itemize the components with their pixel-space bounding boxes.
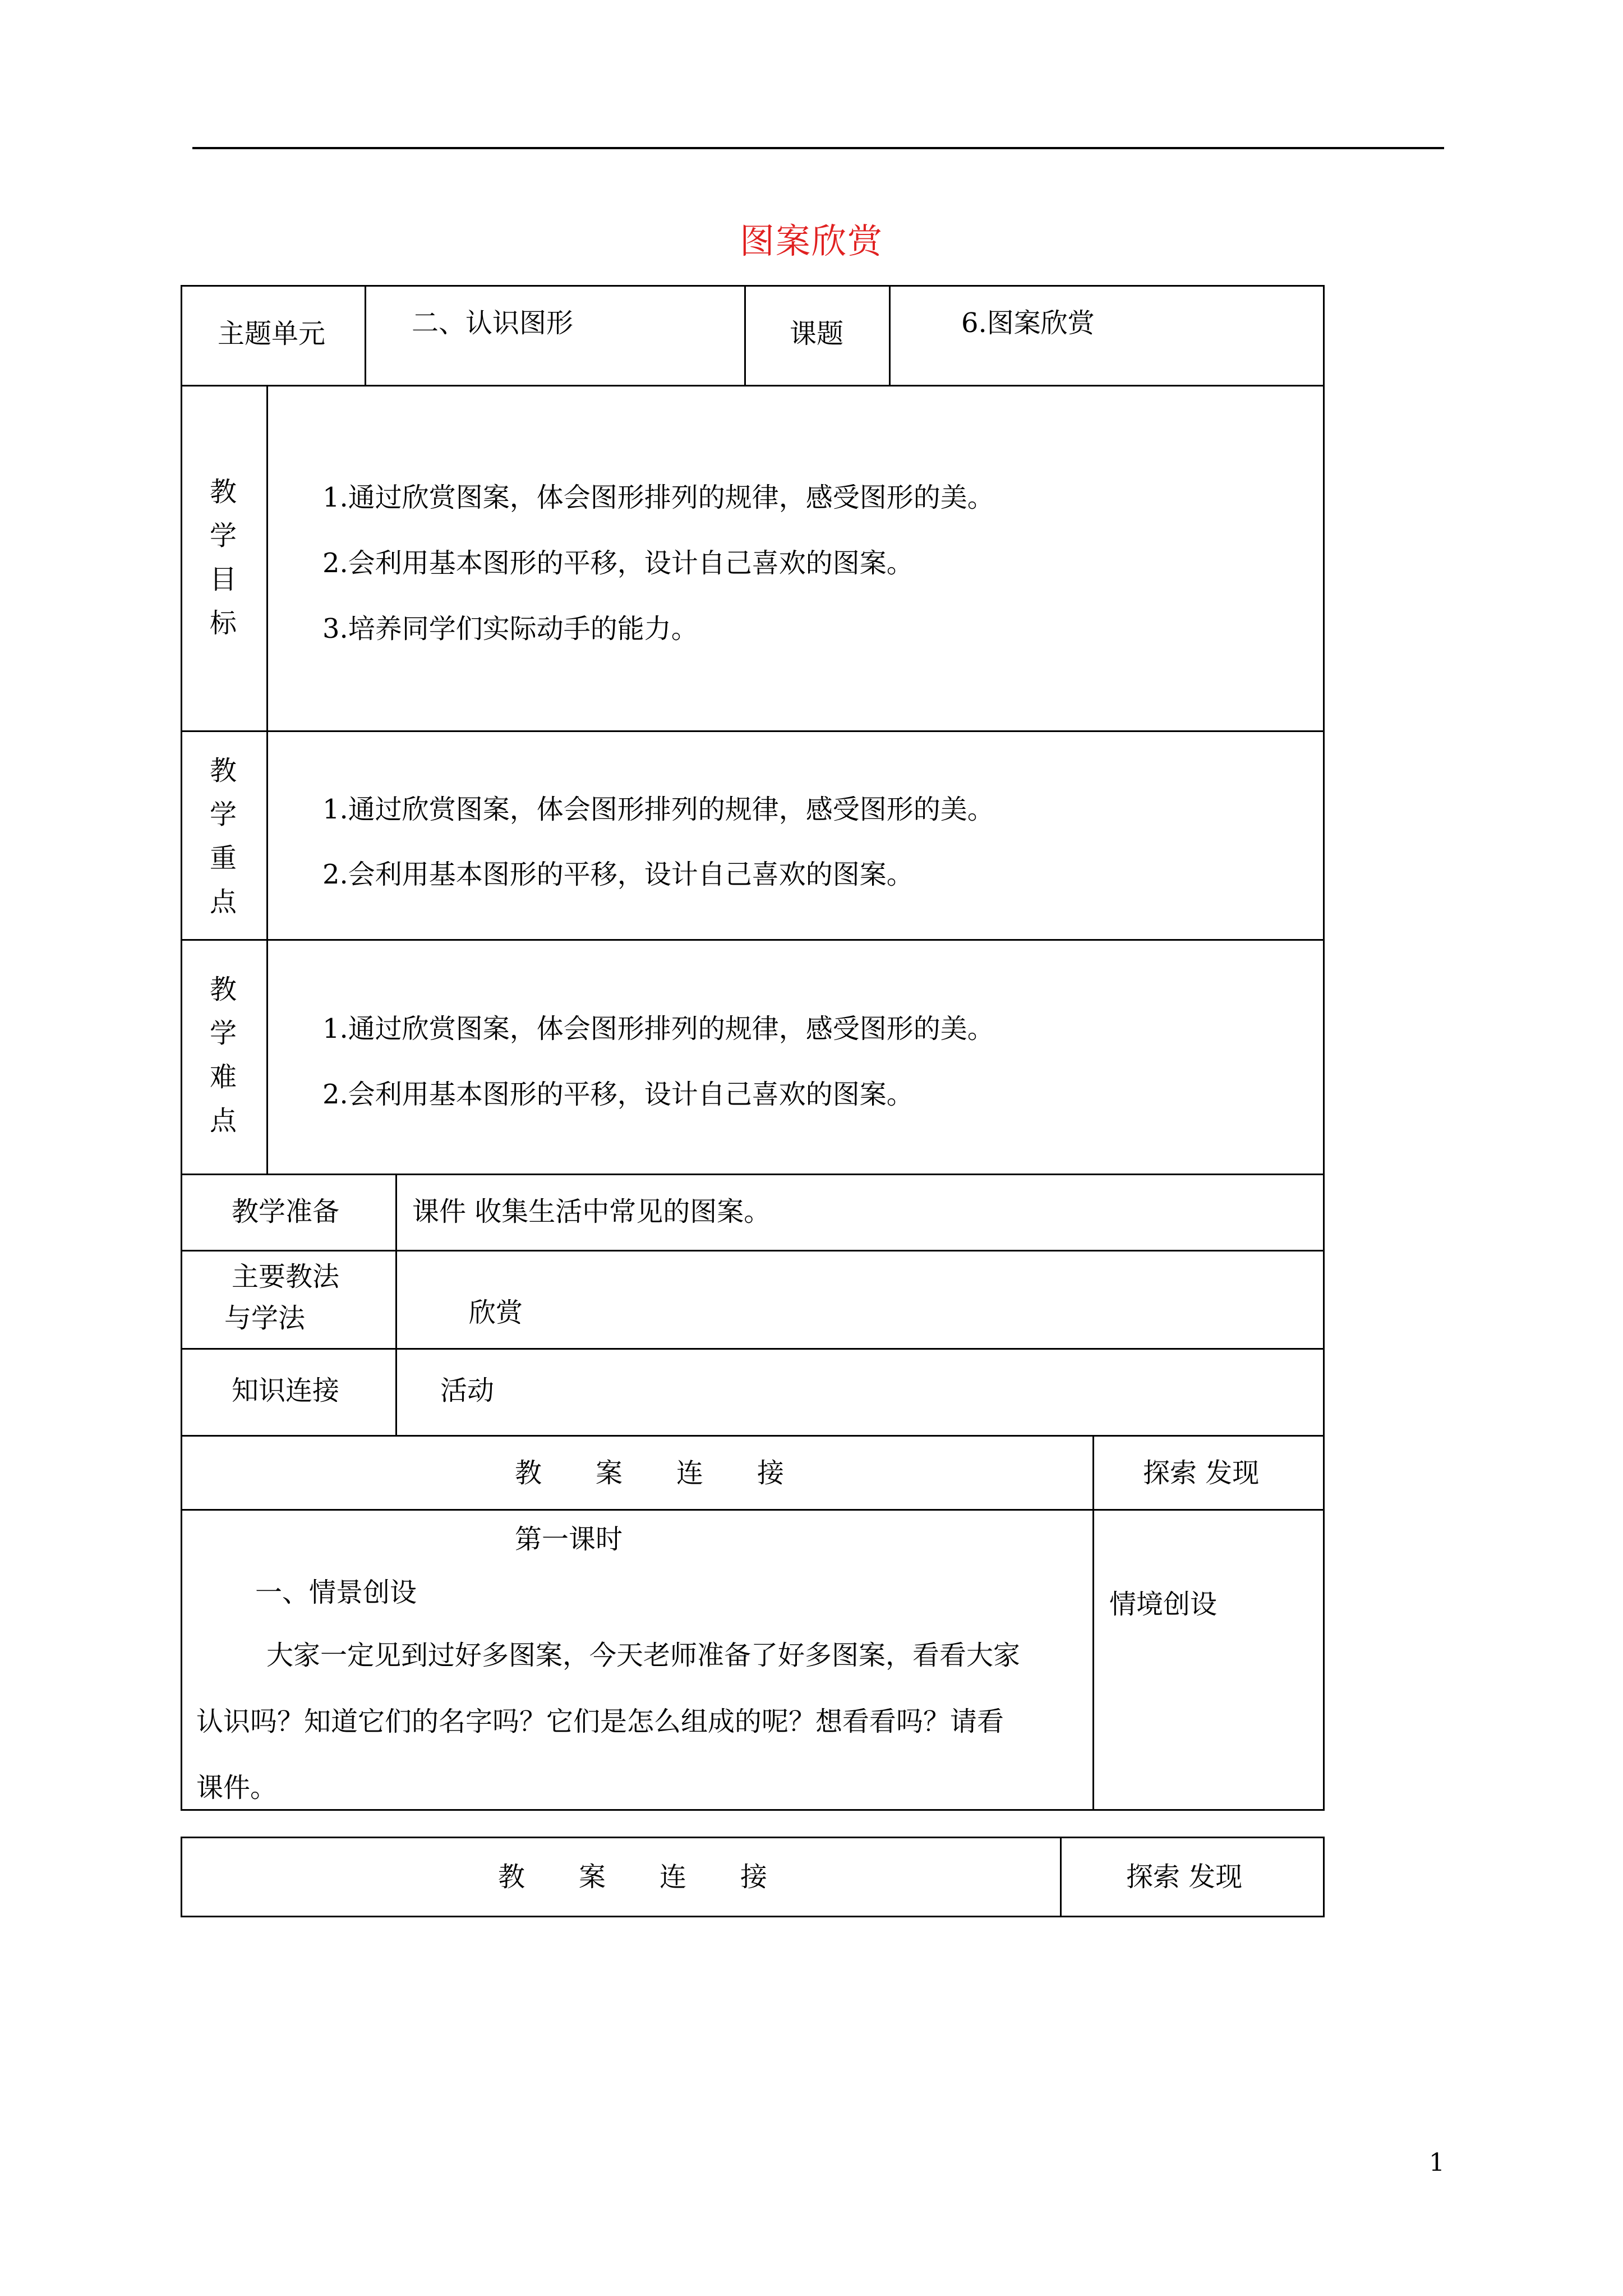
- lesson-paragraph-line: 认识吗？知道它们的名字吗？它们是怎么组成的呢？想看看吗？请看: [196, 1706, 1004, 1737]
- topic-label: 课题: [790, 318, 844, 349]
- plan-header-2-right: 探索 发现: [1126, 1861, 1243, 1893]
- key-point-item: 1.通过欣赏图案，体会图形排列的规律，感受图形的美。: [322, 794, 994, 825]
- row-divider: [181, 730, 1325, 732]
- knowledge-value: 活动: [440, 1375, 495, 1406]
- row-divider: [181, 1509, 1325, 1511]
- plan-header-left: 教 案 连 接: [515, 1457, 785, 1489]
- divider: [365, 285, 366, 386]
- document-title: 图案欣赏: [739, 220, 883, 261]
- row-divider: [181, 1348, 1325, 1350]
- topic-value: 6.图案欣赏: [961, 307, 1095, 339]
- key-point-item: 2.会利用基本图形的平移，设计自己喜欢的图案。: [322, 859, 914, 890]
- lesson-paragraph-line: 课件。: [196, 1772, 278, 1803]
- lesson-period: 第一课时: [515, 1524, 623, 1555]
- difficulties-label: 教 学 难 点: [209, 974, 237, 1137]
- methods-label-line1: 主要教法: [232, 1261, 340, 1292]
- plan-header-2-left: 教 案 连 接: [498, 1861, 768, 1893]
- difficulty-item: 2.会利用基本图形的平移，设计自己喜欢的图案。: [322, 1079, 914, 1110]
- methods-label-line2: 与学法: [224, 1303, 306, 1334]
- page-number: 1: [1429, 2148, 1445, 2177]
- objective-item: 2.会利用基本图形的平移，设计自己喜欢的图案。: [322, 547, 914, 579]
- objectives-label: 教 学 目 标: [209, 476, 237, 639]
- unit-value: 二、认识图形: [412, 307, 574, 339]
- lesson-section: 一、情景创设: [255, 1577, 417, 1608]
- lesson-side-note: 情境创设: [1109, 1589, 1218, 1620]
- divider: [889, 285, 891, 386]
- lesson-paragraph-line: 大家一定见到过好多图案，今天老师准备了好多图案，看看大家: [266, 1640, 1021, 1671]
- unit-label: 主题单元: [218, 318, 326, 349]
- difficulty-item: 1.通过欣赏图案，体会图形排列的规律，感受图形的美。: [322, 1013, 994, 1045]
- divider: [266, 385, 268, 1175]
- divider: [744, 285, 746, 386]
- row-divider: [181, 1250, 1325, 1251]
- objective-item: 3.培养同学们实际动手的能力。: [322, 613, 698, 645]
- divider: [1060, 1837, 1062, 1917]
- divider: [1092, 1435, 1094, 1811]
- row-divider: [181, 939, 1325, 941]
- methods-value: 欣赏: [469, 1297, 523, 1328]
- objective-item: 1.通过欣赏图案，体会图形排列的规律，感受图形的美。: [322, 482, 994, 513]
- plan-header-right: 探索 发现: [1143, 1457, 1260, 1489]
- divider: [395, 1174, 397, 1435]
- key-points-label: 教 学 重 点: [209, 755, 237, 918]
- knowledge-label: 知识连接: [232, 1375, 340, 1406]
- row-divider: [181, 1435, 1325, 1437]
- row-divider: [181, 385, 1325, 386]
- preparation-value: 课件 收集生活中常见的图案。: [412, 1196, 771, 1227]
- row-divider: [181, 1174, 1325, 1175]
- header-rule: [192, 147, 1444, 149]
- preparation-label: 教学准备: [232, 1196, 340, 1227]
